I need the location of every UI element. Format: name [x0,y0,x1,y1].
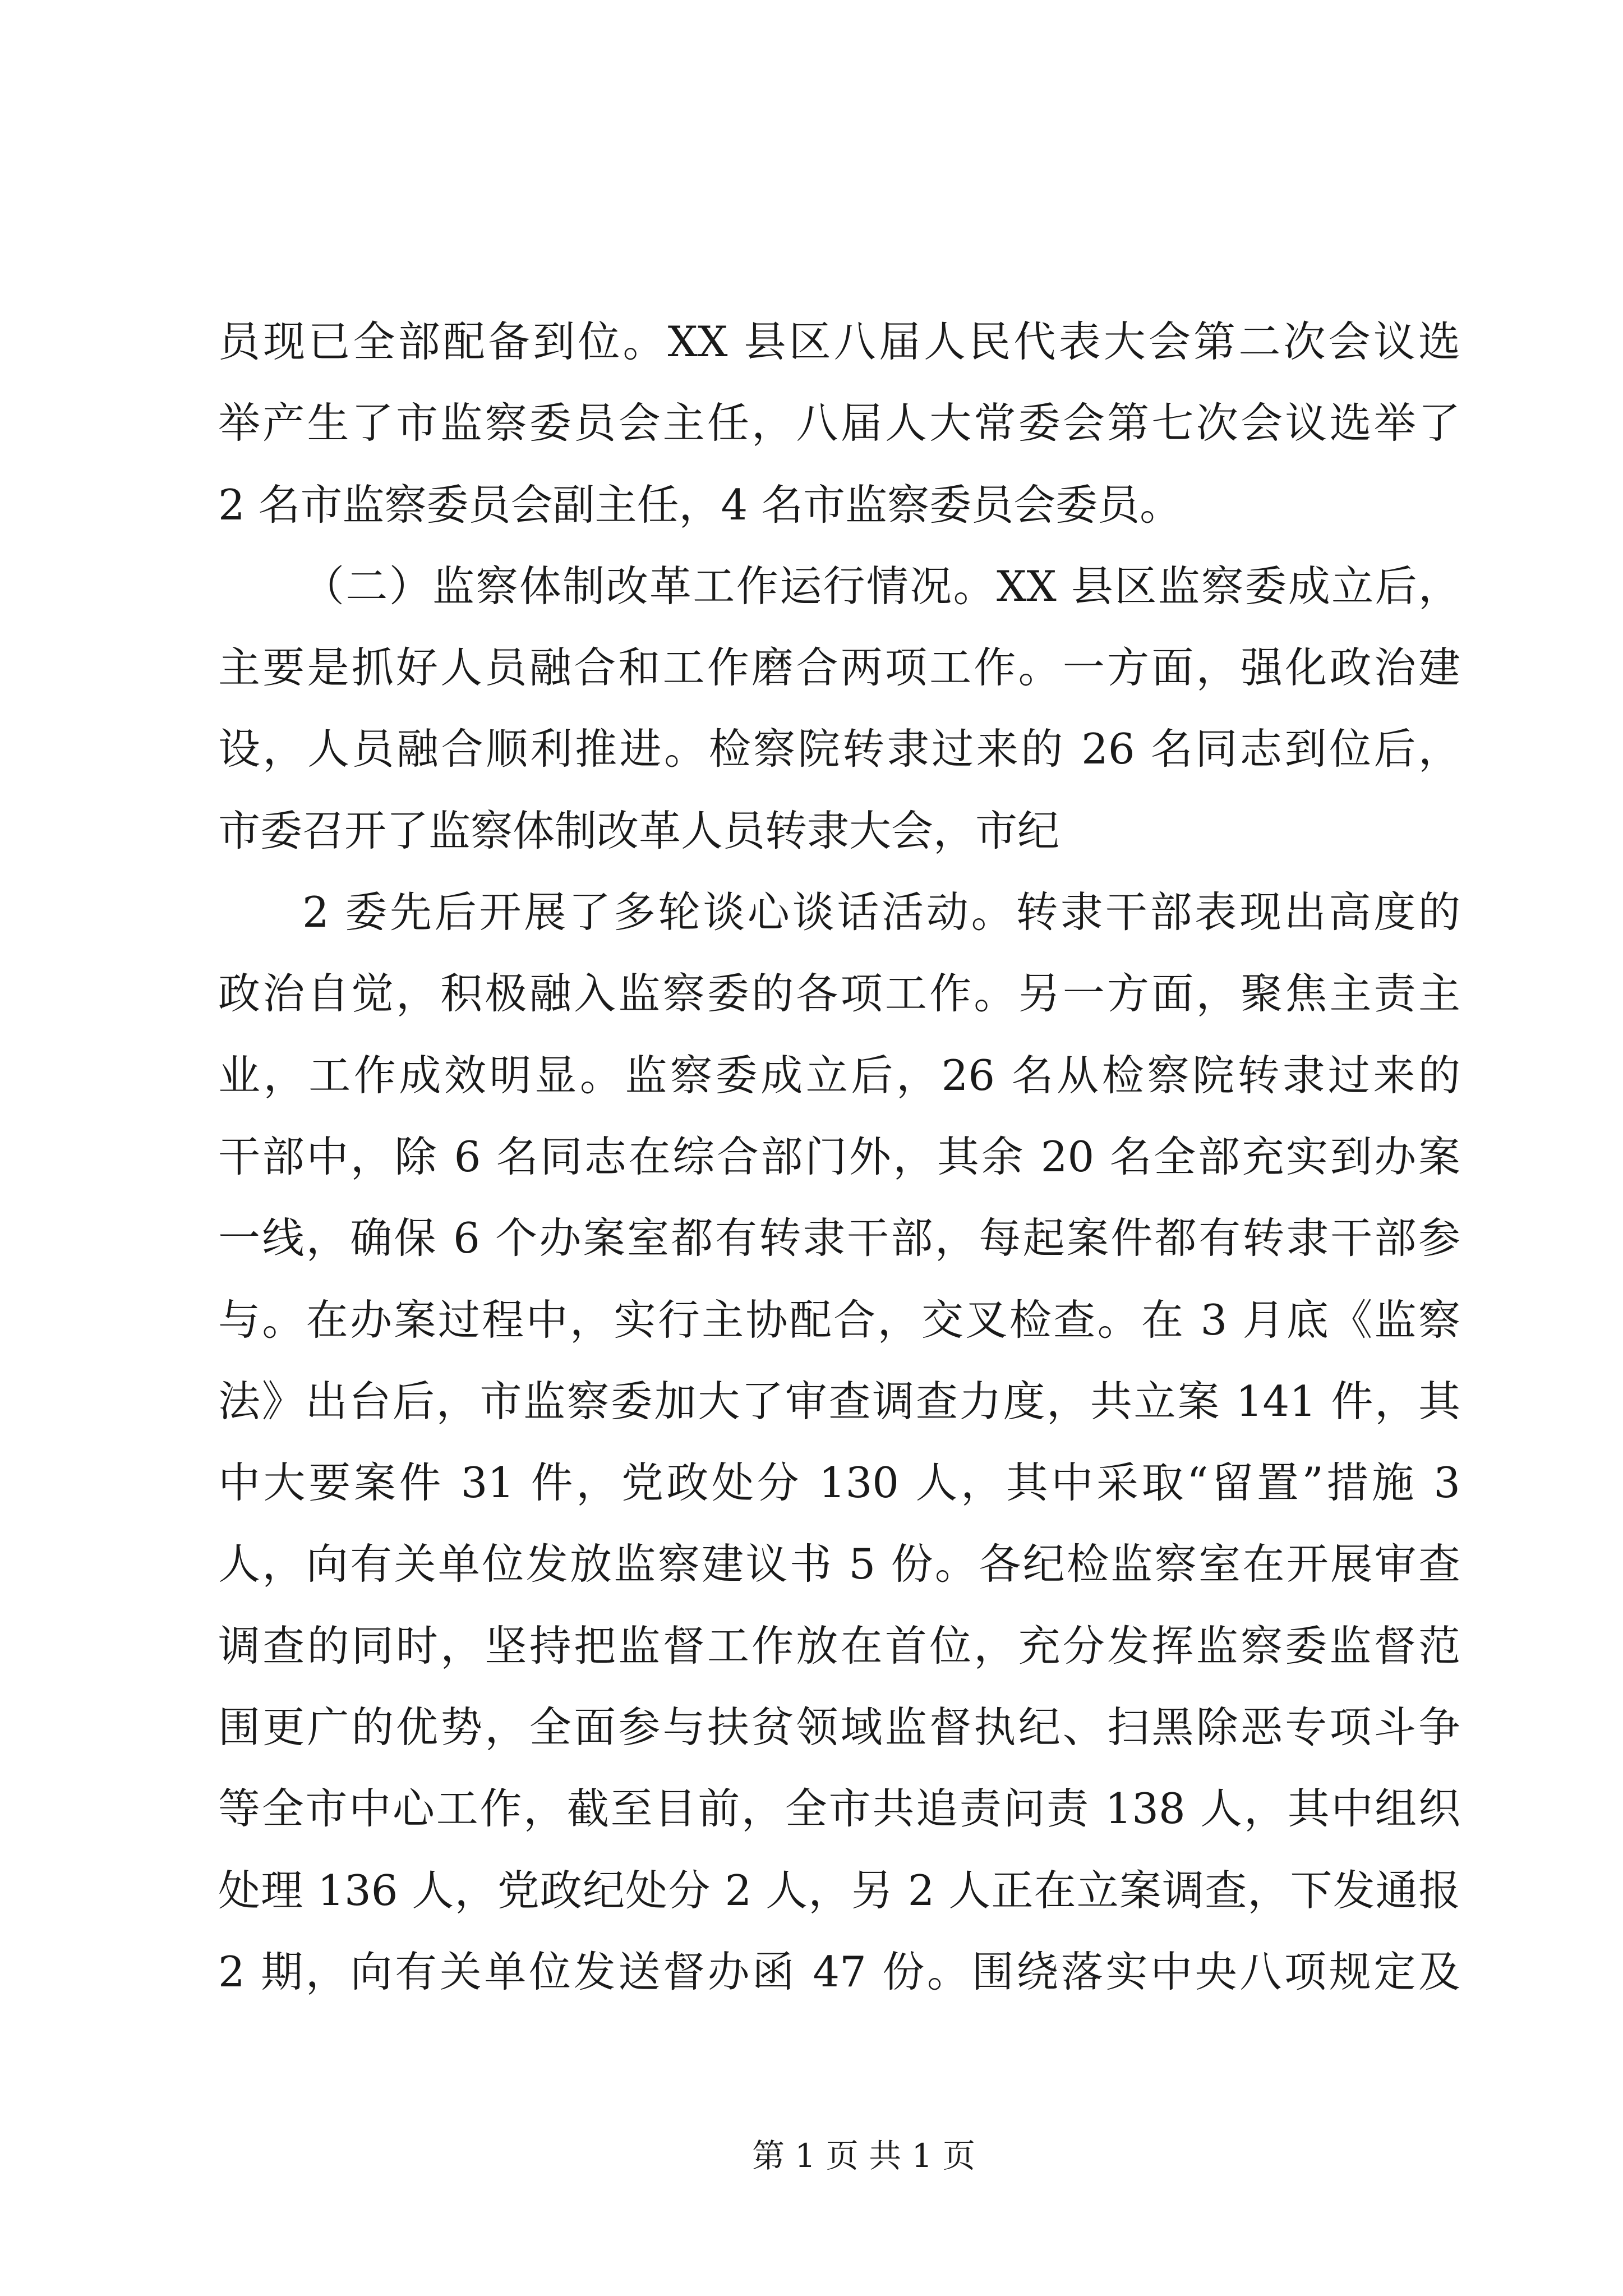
text-line: 设，人员融合顺利推进。检察院转隶过来的 26 名同志到位后， [218,724,1460,774]
text-line: （二）监察体制改革工作运行情况。XX 县区监察委成立后， [302,561,1460,611]
body-text [218,301,1460,2013]
text-line: 等全市中心工作，截至目前，全市共追责问责 138 人，其中组织 [218,1784,1460,1834]
text-line: 2 委先后开展了多轮谈心谈话活动。转隶干部表现出高度的 [302,887,1460,937]
text-line: 市委召开了监察体制改革人员转隶大会，市纪 [218,806,1060,855]
text-line: 一线，确保 6 个办案室都有转隶干部，每起案件都有转隶干部参 [218,1213,1460,1263]
text-line: 调查的同时，坚持把监督工作放在首位，充分发挥监察委监督范 [218,1621,1460,1671]
page-number-footer: 第 1 页 共 1 页 [752,2137,975,2175]
text-line: 主要是抓好人员融合和工作磨合两项工作。一方面，强化政治建 [218,643,1460,693]
paragraph [218,301,1460,546]
text-line: 中大要案件 31 件，党政处分 130 人，其中采取“留置”措施 3 [218,1458,1460,1508]
text-line: 2 名市监察委员会副主任，4 名市监察委员会委员。 [218,480,1182,530]
paragraph [218,546,1460,872]
text-line: 政治自觉，积极融入监察委的各项工作。另一方面，聚焦主责主 [218,969,1460,1019]
text-line: 干部中，除 6 名同志在综合部门外，其余 20 名全部充实到办案 [218,1131,1460,1181]
text-line: 与。在办案过程中，实行主协配合，交叉检查。在 3 月底《监察 [218,1295,1460,1345]
text-line: 业，工作成效明显。监察委成立后，26 名从检察院转隶过来的 [218,1050,1460,1100]
text-line: 法》出台后，市监察委加大了审查调查力度，共立案 141 件，其 [218,1376,1460,1426]
text-line: 2 期，向有关单位发送督办函 47 份。围绕落实中央八项规定及 [218,1947,1460,1996]
text-line: 员现已全部配备到位。XX 县区八届人民代表大会第二次会议选 [218,317,1460,366]
text-line: 举产生了市监察委员会主任，八届人大常委会第七次会议选举了 [218,398,1460,448]
paragraph [218,872,1460,2013]
text-line: 围更广的优势，全面参与扶贫领域监督执纪、扫黑除恶专项斗争 [218,1703,1460,1752]
text-line: 人，向有关单位发放监察建议书 5 份。各纪检监察室在开展审查 [218,1539,1460,1589]
text-line: 处理 136 人，党政纪处分 2 人，另 2 人正在立案调查，下发通报 [218,1865,1460,1915]
